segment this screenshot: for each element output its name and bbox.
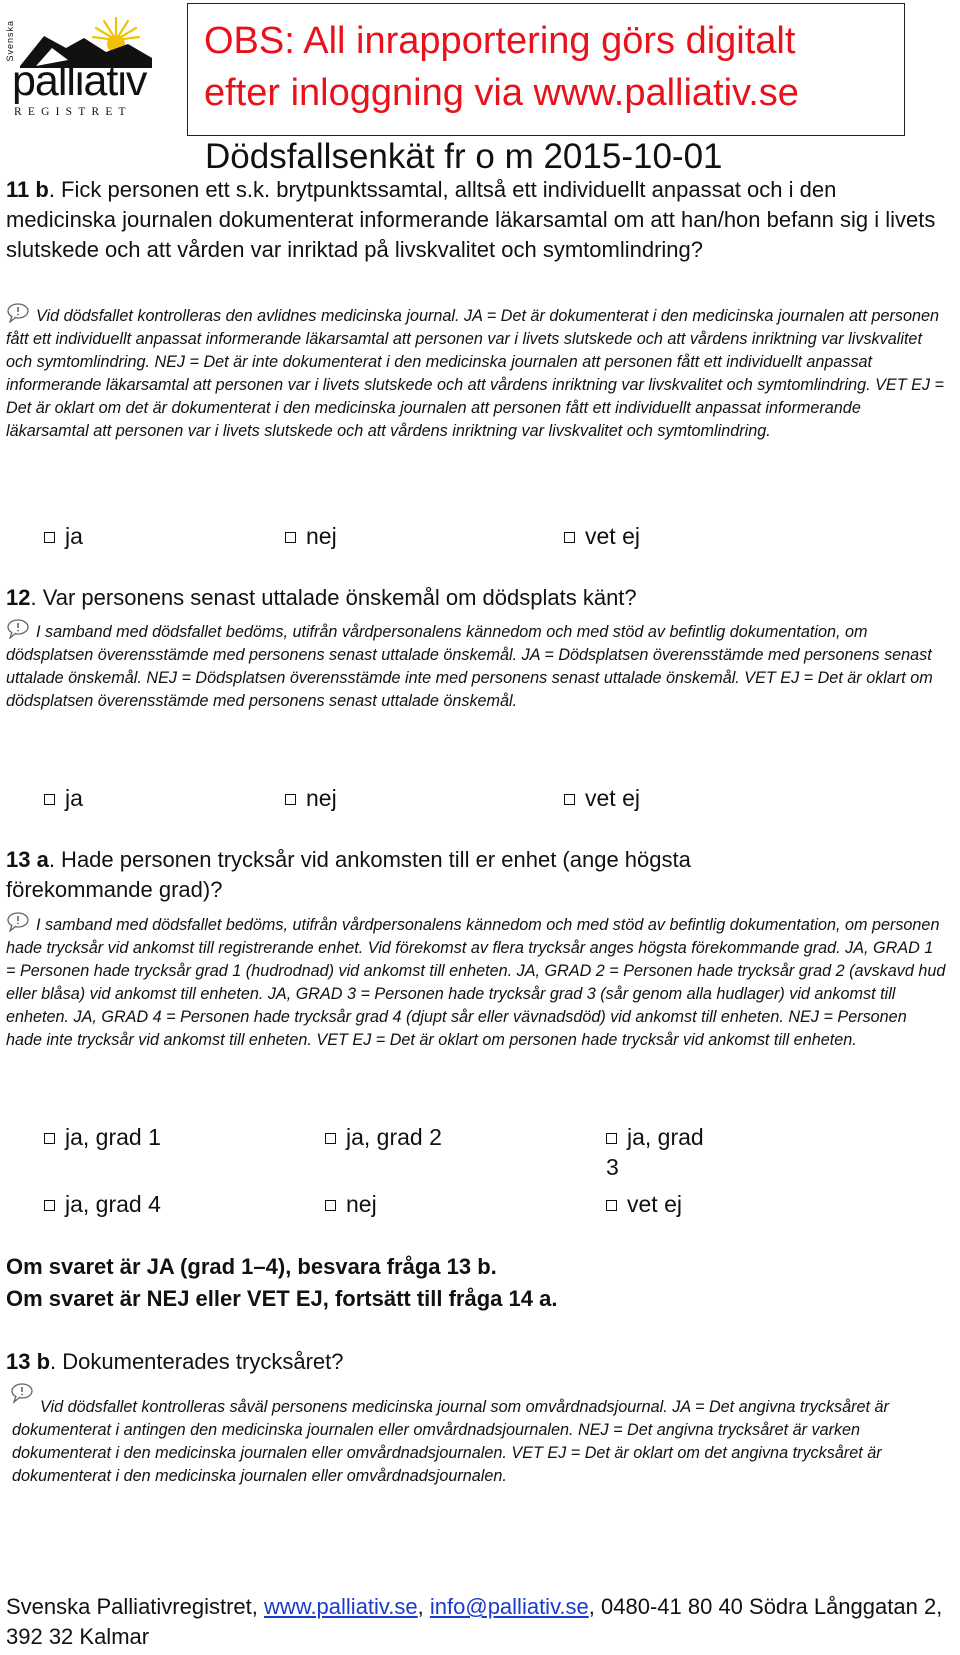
question-number: 11 b [6,177,49,202]
checkbox[interactable] [325,1200,336,1211]
help-text-12 [6,619,946,713]
footer-email-link[interactable]: info@palliativ.se [429,1594,589,1619]
info-comment-icon [6,303,30,323]
page-title: Dödsfallsenkät fr o m 2015-10-01 [205,137,723,176]
option-nej[interactable]: nej [285,521,337,551]
option-ja-grad-3[interactable]: ja, grad 3 [606,1124,704,1180]
option-ja-grad-1[interactable]: ja, grad 1 [44,1122,161,1152]
question-text: . Var personens senast uttalade önskemål om dödsplats känt? [30,585,637,610]
option-ja-grad-4[interactable]: ja, grad 4 [44,1189,161,1219]
option-vet-ej[interactable]: vet ej [564,783,640,813]
checkbox[interactable] [564,532,575,543]
checkbox[interactable] [325,1133,336,1144]
question-13a [6,845,826,905]
footer: Svenska Palliativregistret, www.palliativ.se, info@palliativ.se, 0480-41 80 40 Södra Långgatan 2, 392 32 Kalmar [6,1594,943,1649]
help-text-11b [6,303,946,443]
option-vet-ej[interactable]: vet ej [564,521,640,551]
logo-wordmark: palliativ [12,57,147,105]
option-vet-ej[interactable]: vet ej [606,1189,682,1219]
question-number: 13 b [6,1349,51,1374]
checkbox[interactable] [285,532,296,543]
checkbox[interactable] [44,532,55,543]
instruction-no: Om svaret är NEJ eller VET EJ, fortsätt till fråga 14 a. [6,1286,558,1311]
checkbox[interactable] [44,1133,55,1144]
help-text-13a [6,912,946,1052]
notice-line-2: efter inloggning via www.palliativ.se [204,72,799,114]
question-11b [6,175,946,265]
question-text: . Hade personen trycksår vid ankomsten till er enhet (ange högsta förekommande grad)? [6,847,691,902]
info-comment-icon [6,912,30,932]
help-text: I samband med dödsfallet bedöms, utifrån vårdpersonalens kännedom och med stöd av befintlig dokumentation, om dödsplatsen överensstämde med personens senast uttalade önskemål. JA = Dödsplatsen överensstämde med personens senast uttalade önskemål. NEJ = Dödsplatsen överensstämde inte med personens senast uttalade önskemål. VET EJ = Det är oklart om dödsplatsen överensstämde med personens senast uttalade önskemål. [6,623,933,710]
question-number: 13 a [6,847,49,872]
footer-address: , 0480-41 80 40 Södra Långgatan 2, 392 32 Kalmar [6,1594,943,1649]
checkbox[interactable] [44,794,55,805]
option-ja[interactable]: ja [44,783,83,813]
checkbox[interactable] [606,1133,617,1144]
help-text-13b: Vid dödsfallet kontrolleras såväl personens medicinska journal som omvårdnadsjournal. JA = Det angivna trycksåret är dokumenterat i antingen den medicinska journalen eller omvårdnadsjournalen. NEJ = Det angivna trycksåret är varken dokumenterat i den medicinska journalen eller omvårdnadsjournalen. VET EJ = Det är oklart om det angivna trycksåret är dokumenterat i den medicinska journalen eller omvårdnadsjournalen. [12,1398,889,1485]
info-comment-icon [6,619,30,639]
footer-web-link[interactable]: www.palliativ.se [264,1594,418,1619]
question-13b [6,1347,946,1377]
logo-side-text: Svenska [5,20,15,62]
option-ja[interactable]: ja [44,521,83,551]
option-nej[interactable]: nej [325,1189,377,1219]
notice-line-1: OBS: All inrapportering görs digitalt [204,20,796,62]
palliativ-registret-logo [6,8,156,120]
question-text: . Dokumenterades trycksåret? [50,1349,344,1374]
checkbox[interactable] [564,794,575,805]
help-text: I samband med dödsfallet bedöms, utifrån vårdpersonalens kännedom och med stöd av befintlig dokumentation, om personen hade trycksår vid ankomst till registrerande enhet. Vid förekomst av flera trycksår anges högsta förekommande grad. JA, GRAD 1 = Personen hade trycksår grad 1 (hudrodnad) vid ankomst till enheten. JA, GRAD 2 = Personen hade trycksår grad 2 (avskavd hud eller blåsa) vid ankomst till enheten. JA, GRAD 3 = Personen hade trycksår grad 3 (sår genom alla hudlager) vid ankomst till enheten. JA, GRAD 4 = Personen hade trycksår grad 4 (djupt sår eller vävnadsdöd) vid ankomst till enheten. NEJ = Personen hade inte trycksår vid ankomst till enheten. VET EJ = Det är oklart om personen hade trycksår vid ankomst till enheten. [6,916,946,1049]
help-text: Vid dödsfallet kontrolleras den avlidnes medicinska journal. JA = Det är dokumenterat i den medicinska journalen att personen fått ett individuellt anpassat informerande läkarsamtal att personen var i livets slutskede och att vårdens inriktning var livskvalitet och symtomlindring. NEJ = Det är inte dokumenterat i den medicinska journalen att personen fått ett individuellt anpassat informerande läkarsamtal att personen var i livets slutskede och att vårdens inriktning var livskvalitet och symtomlindring. VET EJ = Det är oklart om det är dokumenterat i den medicinska journalen att personen fått ett individuellt anpassat informerande läkarsamtal att personen var i livets slutskede och att vårdens inriktning var livskvalitet och symtomlindring. [6,307,944,440]
option-ja-grad-2[interactable]: ja, grad 2 [325,1122,442,1152]
instruction-yes: Om svaret är JA (grad 1–4), besvara fråga 13 b. [6,1254,497,1279]
option-nej[interactable]: nej [285,783,337,813]
checkbox[interactable] [44,1200,55,1211]
question-text: . Fick personen ett s.k. brytpunktssamtal, alltså ett individuellt anpassat och i den medicinska journalen dokumenterat informerande läkarsamtal om att han/hon befann sig i livets slutskede och att vården var inriktad på livskvalitet och symtomlindring? [6,177,936,262]
logo-subtitle: REGISTRET [14,106,132,118]
checkbox[interactable] [606,1200,617,1211]
digital-reporting-notice [187,3,905,136]
question-12 [6,583,946,613]
checkbox[interactable] [285,794,296,805]
footer-org: Svenska Palliativregistret, [6,1594,264,1619]
question-number: 12 [6,585,31,610]
